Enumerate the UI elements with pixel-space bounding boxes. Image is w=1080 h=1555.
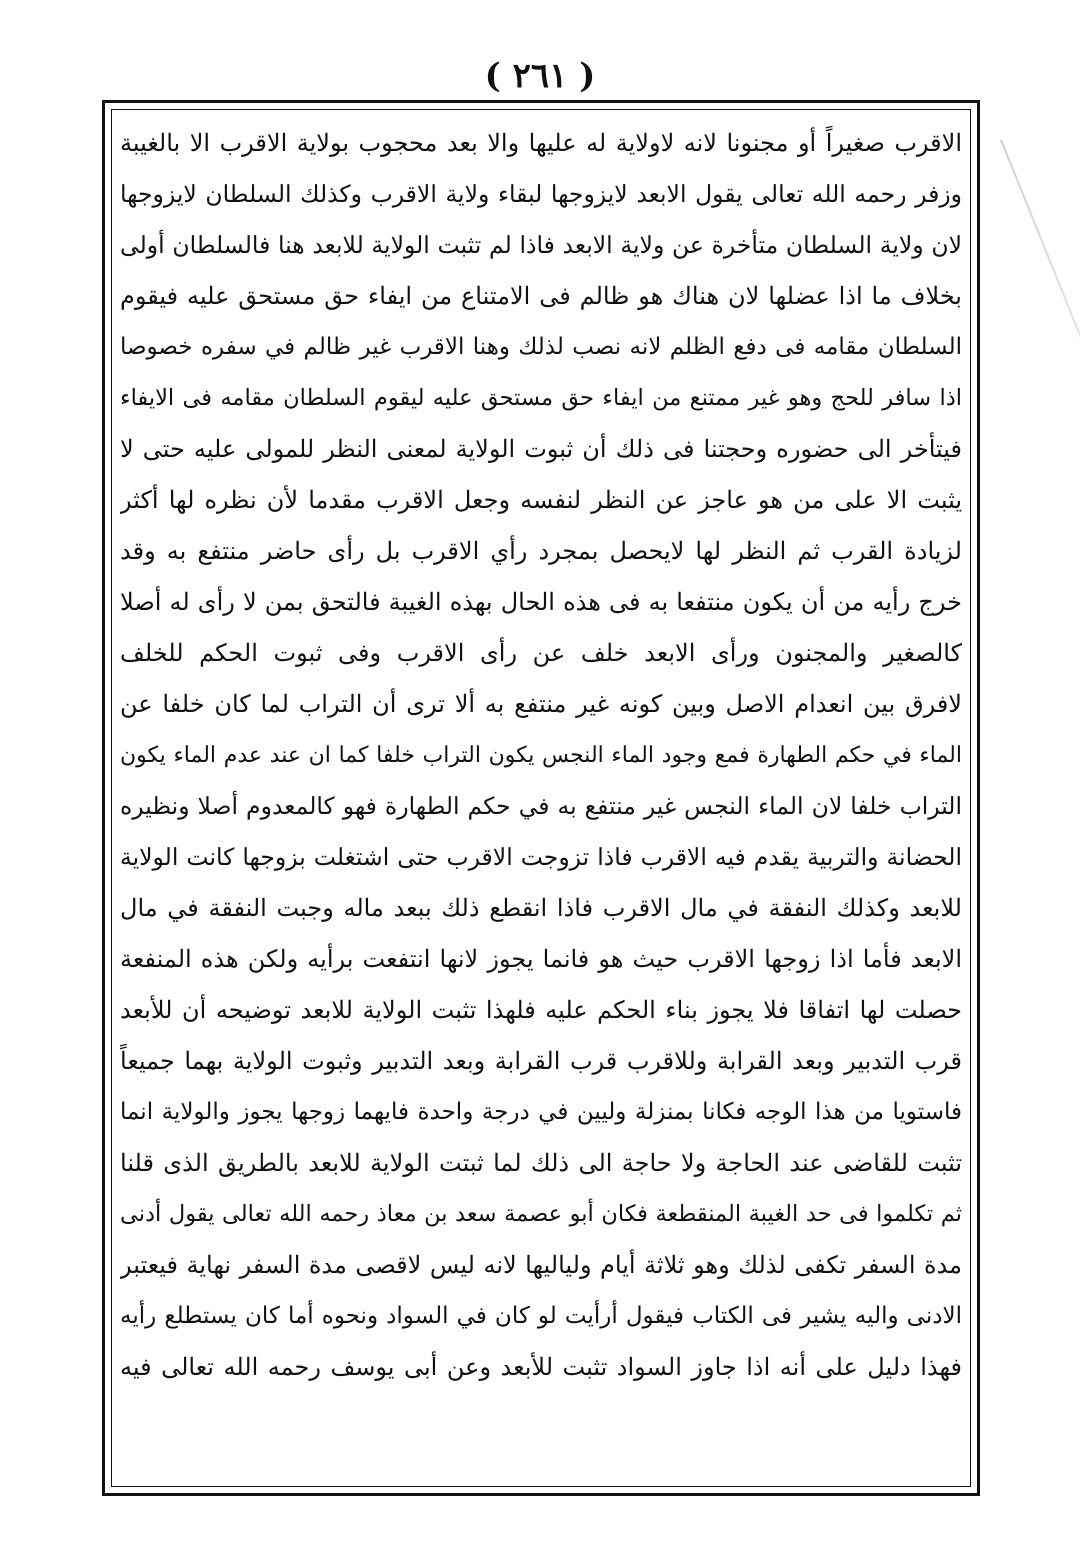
- text-line: مدة السفر تكفى لذلك وهو ثلاثة أيام ولياليها لانه ليس لاقصى مدة السفر نهاية فيعتبر: [120, 1251, 962, 1279]
- text-line: يثبت الا على من هو عاجز عن النظر لنفسه وجعل الاقرب مقدما لأن نظره لها أكثر: [120, 486, 962, 514]
- text-body: [120, 118, 962, 1480]
- text-line: الابعد فأما اذا زوجها الاقرب حيث هو فانما يجوز لانها انتفعت برأيه ولكن هذه المنفعة: [120, 945, 962, 973]
- text-line: الماء في حكم الطهارة فمع وجود الماء النجس يكون التراب خلفا كما ان عند عدم الماء يكون: [120, 743, 962, 768]
- page-number: ( ٢٦١ ): [484, 56, 596, 96]
- text-line: التراب خلفا لان الماء النجس غير منتفع به في حكم الطهارة فهو كالمعدوم أصلا ونظيره: [120, 792, 962, 820]
- text-line: بخلاف ما اذا عضلها لان هناك هو ظالم فى الامتناع من ايفاء حق مستحق عليه فيقوم: [120, 282, 962, 310]
- text-line: كالصغير والمجنون ورأى الابعد خلف عن رأى الاقرب وفى ثبوت الحكم للخلف: [120, 639, 962, 667]
- text-line: لافرق بين انعدام الاصل وبين كونه غير منتفع به ألا ترى أن التراب لما كان خلفا عن: [120, 690, 962, 718]
- text-line: حصلت لها اتفاقا فلا يجوز بناء الحكم عليه فلهذا تثبت الولاية للابعد توضيحه أن للأبعد: [120, 996, 962, 1024]
- text-line: فهذا دليل على أنه اذا جاوز السواد تثبت للأبعد وعن أبى يوسف رحمه الله تعالى فيه: [120, 1353, 962, 1381]
- text-line: فيتأخر الى حضوره وحجتنا فى ذلك أن ثبوت الولاية لمعنى النظر للمولى عليه حتى لا: [120, 435, 962, 463]
- text-line: وزفر رحمه الله تعالى يقول الابعد لايزوجها لبقاء ولاية الاقرب وكذلك السلطان لايزوجها: [120, 180, 962, 208]
- text-line: الادنى واليه يشير فى الكتاب فيقول أرأيت لو كان في السواد ونحوه أما كان يستطلع رأيه: [120, 1303, 962, 1329]
- text-line: الاقرب صغيراً أو مجنونا لانه لاولاية له عليها والا بعد محجوب بولاية الاقرب الا بالغيبة: [120, 129, 962, 157]
- text-line: قرب التدبير وبعد القرابة وللاقرب قرب القرابة وبعد التدبير وثبوت الولاية بهما جميعاً: [120, 1047, 962, 1075]
- text-line: خرج رأيه من أن يكون منتفعا به فى هذه الحال بهذه الغيبة فالتحق بمن لا رأى له أصلا: [120, 588, 962, 616]
- text-line: ثم تكلموا فى حد الغيبة المنقطعة فكان أبو عصمة سعد بن معاذ رحمه الله تعالى يقول أدنى: [120, 1201, 962, 1227]
- text-line: تثبت للقاضى عند الحاجة ولا حاجة الى ذلك لما ثبتت الولاية للابعد بالطريق الذى قلنا: [120, 1149, 962, 1177]
- text-line: لزيادة القرب ثم النظر لها لايحصل بمجرد رأي الاقرب بل رأى حاضر منتفع به وقد: [120, 537, 962, 565]
- text-line: للابعد وكذلك النفقة في مال الاقرب فاذا انقطع ذلك ببعد ماله وجبت النفقة في مال: [120, 894, 962, 922]
- margin-pencil-mark: [1000, 139, 1080, 381]
- text-line: الحضانة والتربية يقدم فيه الاقرب فاذا تزوجت الاقرب حتى اشتغلت بزوجها كانت الولاية: [120, 843, 962, 871]
- text-line: اذا سافر للحج وهو غير ممتنع من ايفاء حق مستحق عليه ليقوم السلطان مقامه فى الايفاء: [120, 385, 962, 411]
- text-line: السلطان مقامه فى دفع الظلم لانه نصب لذلك وهنا الاقرب غير ظالم في سفره خصوصا: [120, 334, 962, 360]
- text-line: لان ولاية السلطان متأخرة عن ولاية الابعد فاذا لم تثبت الولاية للابعد هنا فالسلطان أولى: [120, 231, 962, 259]
- text-line: فاستويا من هذا الوجه فكانا بمنزلة وليين في درجة واحدة فايهما زوجها يجوز والولاية انما: [120, 1099, 962, 1125]
